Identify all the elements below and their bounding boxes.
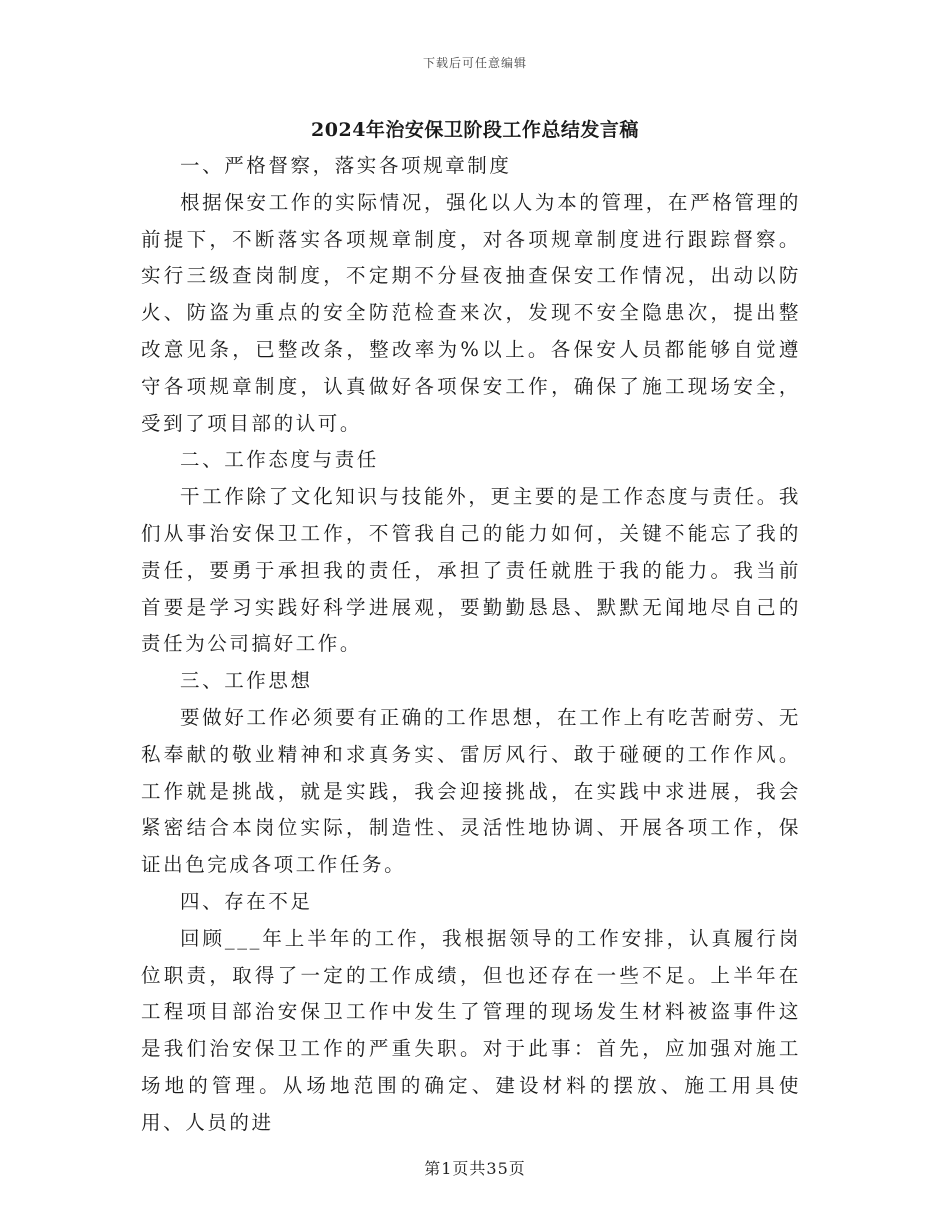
page-number-footer: 第1页共35页 xyxy=(424,1159,526,1178)
section-heading-1: 一、严格督察，落实各项规章制度 xyxy=(180,154,512,177)
header-note: 下载后可任意编辑 xyxy=(422,56,527,70)
document-title: 2024年治安保卫阶段工作总结发言稿 xyxy=(311,119,639,141)
section-paragraph-4: 回顾___年上半年的工作，我根据领导的工作安排，认真履行岗位职责，取得了一定的工作成绩，但也还存在一些不足。上半年在工程项目部治安保卫工作中发生了管理的现场发生材料被盗事件这是我们治安保卫工作的严重失职。对于此事：首先，应加强对施工场地的管理。从场地范围的确定、建设材料的摆放、施工用具使用、人员的进 xyxy=(141,926,801,1134)
section-paragraph-2: 干工作除了文化知识与技能外，更主要的是工作态度与责任。我们从事治安保卫工作，不管我自己的能力如何，关键不能忘了我的责任，要勇于承担我的责任，承担了责任就胜于我的能力。我当前首要是学习实践好科学进展观，要勤勤恳恳、默默无闻地尽自己的责任为公司搞好工作。 xyxy=(141,485,801,656)
document-body xyxy=(141,148,801,1142)
section-heading-2: 二、工作态度与责任 xyxy=(180,448,379,472)
section-paragraph-1: 根据保安工作的实际情况，强化以人为本的管理，在严格管理的前提下，不断落实各项规章制度，对各项规章制度进行跟踪督察。实行三级查岗制度，不定期不分昼夜抽查保安工作情况，出动以防火、防盗为重点的安全防范检查来次，发现不安全隐患次，提出整改意见条，已整改条，整改率为%以上。各保安人员都能够自觉遵守各项规章制度，认真做好各项保安工作，确保了施工现场安全，受到了项目部的认可。 xyxy=(141,190,801,435)
section-heading-3: 三、工作思想 xyxy=(180,669,313,693)
section-paragraph-3: 要做好工作必须要有正确的工作思想，在工作上有吃苦耐劳、无私奉献的敬业精神和求真务实、雷厉风行、敢于碰硬的工作作风。工作就是挑战，就是实践，我会迎接挑战，在实践中求进展，我会紧密结合本岗位实际，制造性、灵活性地协调、开展各项工作，保证出色完成各项工作任务。 xyxy=(141,705,801,877)
section-heading-4: 四、存在不足 xyxy=(180,889,313,913)
